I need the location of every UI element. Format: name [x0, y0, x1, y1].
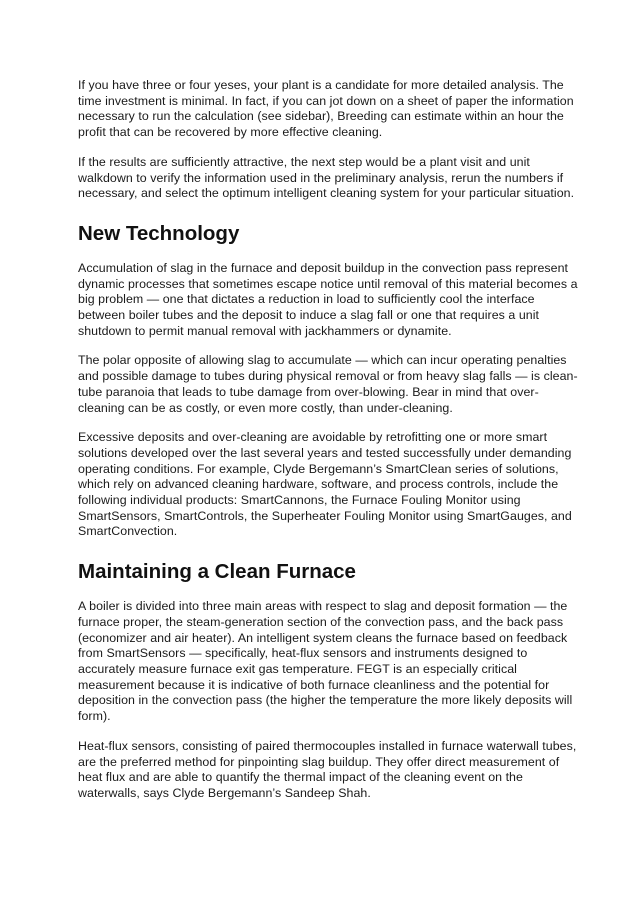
paragraph: Excessive deposits and over-cleaning are avoidable by retrofitting one or more smart solutions developed over the last several years and tested successfully under demanding operating conditions. For example, Clyde Bergemann’s SmartClean series of solutions, which rely on advanced cleaning hardware, software, and process controls, include the following individual products: SmartCannons, the Furnace Fouling Monitor using SmartSensors, SmartControls, the Superheater Fouling Monitor using SmartGauges, and SmartConvection. [78, 430, 572, 539]
section-heading-maintaining-clean-furnace: Maintaining a Clean Furnace [78, 560, 356, 584]
paragraph: Accumulation of slag in the furnace and deposit buildup in the convection pass represent dynamic processes that sometimes escape notice until removal of this material becomes a big problem — one that dictates a reduction in load to sufficiently cool the interface between boiler tubes and the deposit to induce a slag fall or one that requires a unit shutdown to permit manual removal with jackhammers or dynamite. [78, 260, 578, 338]
paragraph: If the results are sufficiently attractive, the next step would be a plant visit and unit walkdown to verify the information used in the preliminary analysis, rerun the numbers if necessary, and select the optimum intelligent cleaning system for your particular situation. [78, 154, 575, 201]
paragraph: The polar opposite of allowing slag to accumulate — which can incur operating penalties and possible damage to tubes during physical removal or from heavy slag falls — is clean-tube paranoia that leads to tube damage from over-blowing. Bear in mind that over-cleaning can be as costly, or even more costly, than under-cleaning. [78, 353, 578, 415]
paragraph: Heat-flux sensors, consisting of paired thermocouples installed in furnace waterwall tubes, are the preferred method for pinpointing slag buildup. They offer direct measurement of heat flux and are able to quantify the thermal impact of the cleaning event on the waterwalls, says Clyde Bergemann’s Sandeep Shah. [78, 738, 577, 800]
section-heading-new-technology: New Technology [78, 221, 240, 245]
paragraph: If you have three or four yeses, your plant is a candidate for more detailed analysis. The time investment is minimal. In fact, if you can jot down on a sheet of paper the information necessary to run the calculation (see sidebar), Breeding can estimate within an hour the profit that can be recovered by more effective cleaning. [78, 78, 574, 140]
paragraph: A boiler is divided into three main areas with respect to slag and deposit formation — the furnace proper, the steam-generation section of the convection pass, and the back pass (economizer and air heater). An intelligent system cleans the furnace based on feedback from SmartSensors — specifically, heat-flux sensors and instruments designed to accurately measure furnace exit gas temperature. FEGT is an especially critical measurement because it is indicative of both furnace cleanliness and the potential for deposition in the convection pass (the higher the temperature the more likely deposits will form). [78, 599, 573, 724]
